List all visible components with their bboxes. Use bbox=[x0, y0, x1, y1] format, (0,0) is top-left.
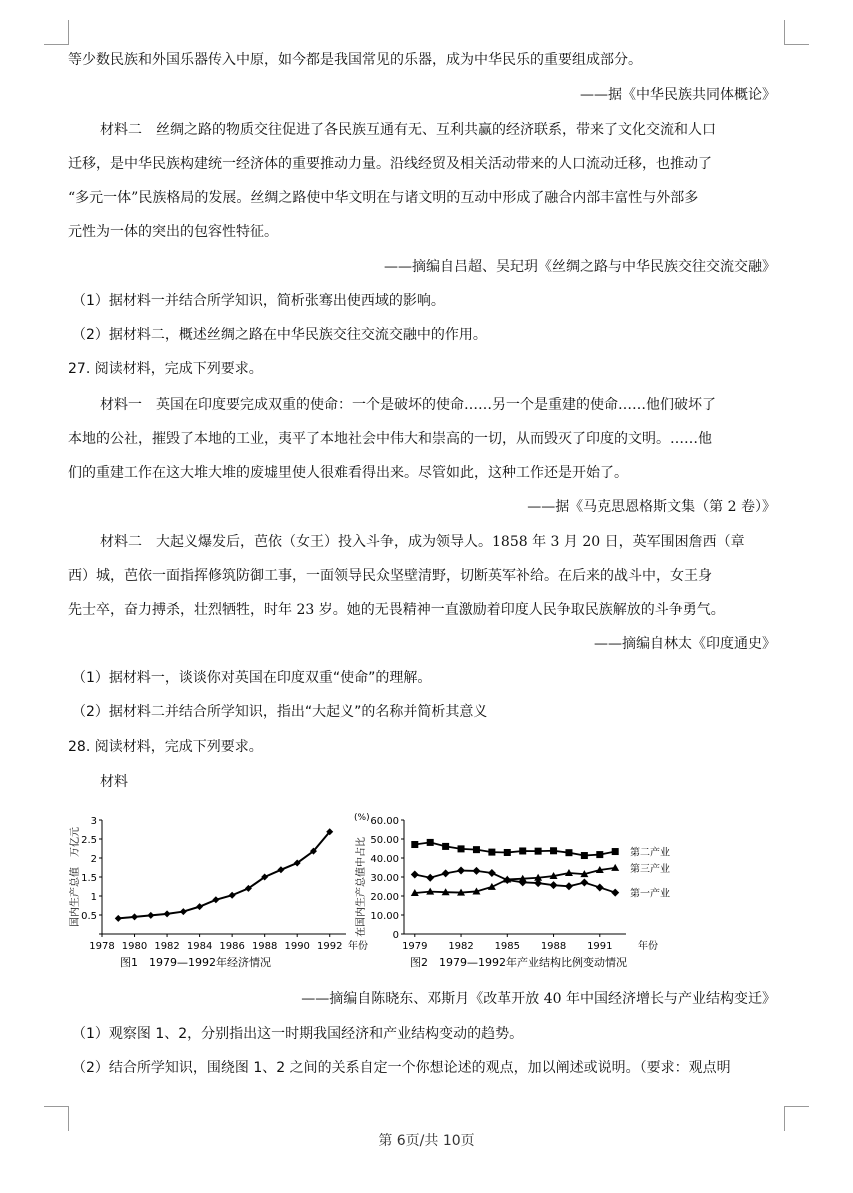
x-tick-label: 1991 bbox=[587, 941, 613, 952]
crop-mark-bottom-right bbox=[784, 1106, 809, 1131]
y-axis-label: 国内生产总值 万亿元 bbox=[70, 827, 81, 927]
x-tick-label: 1985 bbox=[494, 941, 521, 952]
paragraph-line: 元性为一体的突出的包容性特征。 bbox=[68, 224, 278, 240]
x-tick-label: 1988 bbox=[540, 941, 567, 952]
x-tick-label: 1990 bbox=[284, 941, 310, 952]
series-label: 第一产业 bbox=[630, 888, 670, 900]
y-tick-label: 2 bbox=[90, 854, 97, 865]
gdp-data-point bbox=[115, 915, 122, 922]
paragraph-line: 先士卒，奋力搏杀，壮烈牺牲，时年 23 岁。她的无畏精神一直激励着印度人民争取民族解放的斗争勇气。 bbox=[68, 602, 725, 618]
question-item: （1）观察图 1、2，分别指出这一时期我国经济和产业结构变动的趋势。 bbox=[72, 1026, 524, 1042]
material-label: 材料 bbox=[100, 774, 128, 790]
series-label: 第三产业 bbox=[630, 863, 670, 875]
y-tick-label: 10.00 bbox=[370, 911, 399, 922]
gdp-data-point bbox=[164, 910, 171, 917]
gdp-data-point bbox=[131, 913, 138, 920]
question-item: （1）据材料一并结合所学知识，简析张骞出使西域的影响。 bbox=[72, 293, 445, 309]
data-point-square bbox=[519, 847, 526, 854]
crop-mark-bottom-left bbox=[44, 1106, 69, 1131]
data-point-square bbox=[458, 845, 465, 852]
data-point-diamond bbox=[550, 881, 558, 889]
question-heading: 27. 阅读材料，完成下列要求。 bbox=[68, 361, 263, 377]
x-tick-label: 1986 bbox=[219, 941, 245, 952]
x-axis-label: 年份 bbox=[348, 941, 368, 952]
paragraph-line: 材料一 英国在印度要完成双重的使命：一个是破坏的使命……另一个是重建的使命……他们破坏了 bbox=[100, 397, 716, 413]
data-point-square bbox=[612, 848, 619, 855]
data-point-square bbox=[550, 847, 557, 854]
data-point-diamond bbox=[596, 883, 604, 891]
x-tick-label: 1980 bbox=[121, 941, 148, 952]
gdp-data-point bbox=[277, 866, 284, 873]
y-tick-label: 40.00 bbox=[370, 854, 399, 865]
paragraph-line: 等少数民族和外国乐器传入中原，如今都是我国常见的乐器，成为中华民乐的重要组成部分。 bbox=[68, 52, 642, 68]
paragraph-line: 西）城，芭依一面指挥修筑防御工事，一面领导民众坚壁清野，切断英军补给。在后来的战斗中，女王身 bbox=[68, 568, 712, 584]
data-point-square bbox=[535, 848, 542, 855]
data-point-square bbox=[565, 849, 572, 856]
y-tick-label: 0 bbox=[392, 930, 399, 941]
y-tick-label: 1.5 bbox=[81, 873, 97, 884]
x-tick-label: 1984 bbox=[186, 941, 213, 952]
data-point-diamond bbox=[580, 879, 588, 887]
x-tick-label: 1992 bbox=[317, 941, 343, 952]
page-footer: 第 6页/共 10页 bbox=[378, 1133, 475, 1149]
data-point-diamond bbox=[472, 867, 480, 875]
source-citation: ——据《中华民族共同体概论》 bbox=[580, 87, 776, 103]
series-label: 第二产业 bbox=[630, 847, 670, 859]
x-tick-label: 1978 bbox=[89, 941, 115, 952]
question-heading: 28. 阅读材料，完成下列要求。 bbox=[68, 739, 263, 755]
paragraph-line: 迁移，是中华民族构建统一经济体的重要推动力量。沿线经贸及相关活动带来的人口流动迁移，也推动了 bbox=[68, 156, 712, 172]
data-point-square bbox=[473, 846, 480, 853]
data-point-diamond bbox=[442, 869, 450, 877]
source-citation: ——摘编自林太《印度通史》 bbox=[594, 636, 776, 652]
data-point-diamond bbox=[565, 882, 573, 890]
gdp-data-point bbox=[212, 896, 219, 903]
source-citation: ——摘编自陈晓东、邓斯月《改革开放 40 年中国经济增长与产业结构变迁》 bbox=[301, 991, 776, 1007]
data-point-diamond bbox=[488, 869, 496, 877]
gdp-data-point bbox=[196, 903, 203, 910]
crop-mark-top-right bbox=[784, 20, 809, 45]
question-item: （2）据材料二并结合所学知识，指出“大起义”的名称并简析其意义 bbox=[72, 704, 488, 720]
x-tick-label: 1988 bbox=[251, 941, 278, 952]
data-point-diamond bbox=[457, 867, 465, 875]
data-point-square bbox=[411, 841, 418, 848]
x-tick-label: 1979 bbox=[402, 941, 428, 952]
data-point-diamond bbox=[426, 874, 434, 882]
y-tick-label: 2.5 bbox=[81, 835, 97, 846]
data-point-square bbox=[596, 851, 603, 858]
x-axis-label: 年份 bbox=[638, 941, 658, 952]
data-point-square bbox=[581, 852, 588, 859]
data-point-square bbox=[427, 839, 434, 846]
y-axis-label: 在国内生产总值中占比 bbox=[356, 837, 367, 937]
figure-2-industry-structure-chart bbox=[352, 808, 708, 976]
question-item: （2）结合所学知识，围绕图 1、2 之间的关系自定一个你想论述的观点，加以阐述或说明。（要求：观点明 bbox=[72, 1060, 731, 1076]
gdp-data-point bbox=[147, 912, 154, 919]
source-citation: ——摘编自吕超、吴玘玥《丝绸之路与中华民族交往交流交融》 bbox=[384, 259, 776, 275]
question-item: （1）据材料一，谈谈你对英国在印度双重“使命”的理解。 bbox=[72, 670, 432, 686]
y-axis-unit: (%) bbox=[354, 813, 370, 823]
figure-caption: 图1 1979—1992年经济情况 bbox=[120, 956, 271, 969]
paragraph-line: “多元一体”民族格局的发展。丝绸之路使中华文明在与诸文明的互动中形成了融合内部丰富性与外部多 bbox=[68, 190, 699, 206]
x-tick-label: 1982 bbox=[448, 941, 474, 952]
crop-mark-top-left bbox=[44, 20, 69, 45]
y-tick-label: 0.5 bbox=[81, 911, 97, 922]
data-point-square bbox=[504, 849, 511, 856]
paragraph-line: 材料二 大起义爆发后，芭依（女王）投入斗争，成为领导人。1858 年 3 月 20 日，英军围困詹西（章 bbox=[100, 534, 745, 550]
data-point-diamond bbox=[611, 889, 619, 897]
figure-caption: 图2 1979—1992年产业结构比例变动情况 bbox=[410, 956, 627, 969]
paragraph-line: 们的重建工作在这大堆大堆的废墟里使人很难看得出来。尽管如此，这种工作还是开始了。 bbox=[68, 465, 628, 481]
data-point-square bbox=[442, 843, 449, 850]
y-tick-label: 1 bbox=[90, 892, 97, 903]
y-tick-label: 50.00 bbox=[370, 835, 399, 846]
gdp-data-point bbox=[229, 892, 236, 899]
y-tick-label: 20.00 bbox=[370, 892, 399, 903]
figure-1-gdp-chart bbox=[64, 808, 368, 976]
data-point-square bbox=[488, 849, 495, 856]
paragraph-line: 本地的公社，摧毁了本地的工业，夷平了本地社会中伟大和崇高的一切，从而毁灭了印度的文明。……他 bbox=[68, 431, 712, 447]
gdp-series-line bbox=[118, 832, 329, 919]
y-tick-label: 60.00 bbox=[370, 816, 399, 827]
paragraph-line: 材料二 丝绸之路的物质交往促进了各民族互通有无、互利共赢的经济联系，带来了文化交流和人口 bbox=[100, 122, 716, 138]
y-tick-label: 3 bbox=[90, 816, 97, 827]
data-point-diamond bbox=[503, 876, 511, 884]
question-item: （2）据材料二，概述丝绸之路在中华民族交往交流交融中的作用。 bbox=[72, 327, 487, 343]
x-tick-label: 1982 bbox=[154, 941, 180, 952]
data-point-diamond bbox=[411, 871, 419, 879]
gdp-data-point bbox=[180, 908, 187, 915]
y-tick-label: 30.00 bbox=[370, 873, 399, 884]
source-citation: ——据《马克思恩格斯文集（第 2 卷）》 bbox=[527, 499, 776, 515]
